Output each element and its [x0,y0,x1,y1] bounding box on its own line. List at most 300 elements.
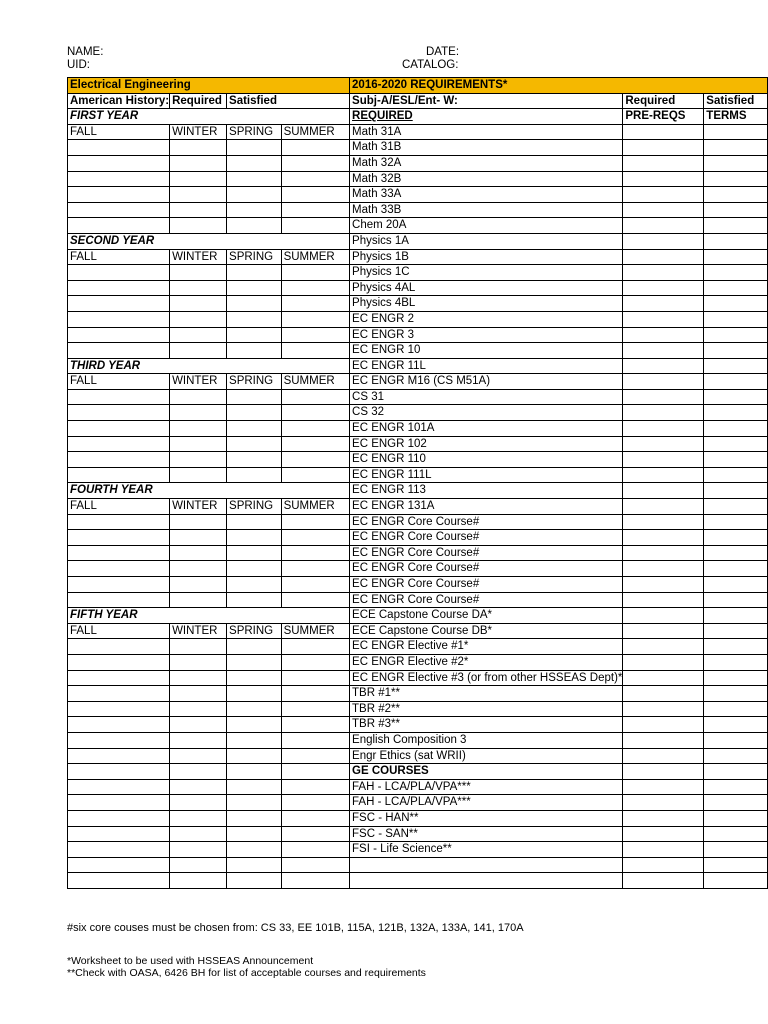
term-cell[interactable] [281,421,349,437]
term-cell[interactable] [281,701,349,717]
terms-cell[interactable] [704,187,768,203]
term-label-winter: WINTER [170,499,227,515]
term-cell[interactable] [170,514,227,530]
terms-cell[interactable] [704,374,768,390]
term-cell[interactable] [170,389,227,405]
terms-cell[interactable] [704,249,768,265]
term-cell[interactable] [68,280,170,296]
term-cell[interactable] [227,717,282,733]
term-cell[interactable] [281,795,349,811]
term-cell[interactable] [281,155,349,171]
term-cell[interactable] [68,202,170,218]
terms-cell[interactable] [704,452,768,468]
prereqs-cell[interactable] [623,327,704,343]
term-cell[interactable] [68,311,170,327]
prereqs-cell[interactable] [623,530,704,546]
terms-cell[interactable] [704,577,768,593]
terms-cell[interactable] [704,748,768,764]
term-cell[interactable] [170,577,227,593]
term-cell[interactable] [281,265,349,281]
name-label: NAME: [67,46,104,58]
term-cell[interactable] [68,155,170,171]
prereqs-cell[interactable] [623,249,704,265]
terms-cell[interactable] [704,873,768,889]
terms-cell[interactable] [704,499,768,515]
term-cell[interactable] [170,280,227,296]
term-cell[interactable] [281,873,349,889]
prereqs-cell[interactable] [623,155,704,171]
term-cell[interactable] [281,545,349,561]
term-cell[interactable] [68,327,170,343]
terms-cell[interactable] [704,810,768,826]
course-name: Physics 4BL [350,296,623,312]
prereqs-cell[interactable] [623,452,704,468]
term-cell[interactable] [170,795,227,811]
course-row [68,467,768,483]
term-cell[interactable] [68,701,170,717]
term-cell[interactable] [227,530,282,546]
term-cell[interactable] [227,405,282,421]
course-name: EC ENGR Core Course# [350,514,623,530]
required-heading-left: Required [170,93,227,109]
terms-cell[interactable] [704,233,768,249]
prereqs-cell[interactable] [623,280,704,296]
uid-label: UID: [67,59,90,71]
terms-cell[interactable] [704,124,768,140]
term-cell[interactable] [281,639,349,655]
term-cell[interactable] [227,732,282,748]
term-cell[interactable] [170,436,227,452]
term-cell[interactable] [68,171,170,187]
prereqs-cell[interactable] [623,561,704,577]
term-cell[interactable] [281,686,349,702]
term-cell[interactable] [68,826,170,842]
term-cell[interactable] [281,202,349,218]
term-cell[interactable] [281,171,349,187]
prereqs-subheading: PRE-REQS [623,109,704,125]
term-cell[interactable] [227,311,282,327]
term-cell[interactable] [68,748,170,764]
prereqs-cell[interactable] [623,608,704,624]
prereqs-cell[interactable] [623,483,704,499]
terms-cell[interactable] [704,530,768,546]
term-cell[interactable] [281,577,349,593]
term-cell[interactable] [170,405,227,421]
year-heading: FOURTH YEAR [68,483,350,499]
term-cell[interactable] [68,530,170,546]
term-cell[interactable] [281,654,349,670]
prereqs-cell[interactable] [623,545,704,561]
term-cell[interactable] [281,826,349,842]
term-cell[interactable] [170,842,227,858]
terms-cell[interactable] [704,842,768,858]
term-cell[interactable] [227,265,282,281]
prereqs-cell[interactable] [623,311,704,327]
term-label-summer: SUMMER [281,249,349,265]
prereqs-cell[interactable] [623,514,704,530]
term-cell[interactable] [281,405,349,421]
term-cell[interactable] [281,280,349,296]
terms-cell[interactable] [704,639,768,655]
term-cell[interactable] [227,779,282,795]
term-cell[interactable] [68,639,170,655]
prereqs-cell[interactable] [623,389,704,405]
terms-cell[interactable] [704,732,768,748]
term-cell[interactable] [281,670,349,686]
term-cell[interactable] [170,296,227,312]
term-cell[interactable] [227,826,282,842]
prereqs-cell[interactable] [623,623,704,639]
term-cell[interactable] [281,389,349,405]
course-row [68,732,768,748]
terms-cell[interactable] [704,218,768,234]
term-cell[interactable] [170,530,227,546]
term-cell[interactable] [227,764,282,780]
terms-cell[interactable] [704,857,768,873]
terms-cell[interactable] [704,701,768,717]
term-cell[interactable] [68,421,170,437]
term-label-summer: SUMMER [281,499,349,515]
term-cell[interactable] [281,514,349,530]
terms-cell[interactable] [704,608,768,624]
term-cell[interactable] [170,826,227,842]
course-name: Math 32A [350,155,623,171]
prereqs-cell[interactable] [623,701,704,717]
term-cell[interactable] [227,171,282,187]
prereqs-cell[interactable] [623,873,704,889]
term-cell[interactable] [170,421,227,437]
term-cell[interactable] [170,670,227,686]
prereqs-cell[interactable] [623,732,704,748]
prereqs-cell[interactable] [623,296,704,312]
terms-cell[interactable] [704,717,768,733]
prereqs-cell[interactable] [623,748,704,764]
term-cell[interactable] [281,779,349,795]
course-row [68,140,768,156]
prereqs-cell[interactable] [623,421,704,437]
term-cell[interactable] [227,389,282,405]
term-cell[interactable] [227,795,282,811]
term-cell[interactable] [68,405,170,421]
term-cell[interactable] [68,779,170,795]
term-cell[interactable] [281,842,349,858]
term-cell[interactable] [281,187,349,203]
term-cell[interactable] [227,577,282,593]
term-cell[interactable] [68,842,170,858]
course-name: Physics 4AL [350,280,623,296]
term-cell[interactable] [227,155,282,171]
term-cell[interactable] [170,311,227,327]
term-cell[interactable] [227,561,282,577]
term-cell[interactable] [170,701,227,717]
term-cell[interactable] [227,280,282,296]
term-cell[interactable] [170,592,227,608]
prereqs-cell[interactable] [623,639,704,655]
terms-cell[interactable] [704,670,768,686]
terms-cell[interactable] [704,265,768,281]
term-cell[interactable] [227,343,282,359]
term-cell[interactable] [170,717,227,733]
prereqs-cell[interactable] [623,654,704,670]
terms-cell[interactable] [704,561,768,577]
term-cell[interactable] [227,810,282,826]
prereqs-cell[interactable] [623,124,704,140]
term-cell[interactable] [227,514,282,530]
term-cell[interactable] [68,810,170,826]
terms-cell[interactable] [704,202,768,218]
course-name: EC ENGR Elective #1* [350,639,623,655]
terms-cell[interactable] [704,779,768,795]
term-cell[interactable] [170,467,227,483]
term-cell[interactable] [227,452,282,468]
terms-cell[interactable] [704,436,768,452]
term-cell[interactable] [227,748,282,764]
term-cell[interactable] [68,686,170,702]
term-cell[interactable] [227,639,282,655]
term-cell[interactable] [68,577,170,593]
prereqs-cell[interactable] [623,499,704,515]
term-cell[interactable] [281,452,349,468]
satisfied-heading-left: Satisfied [227,93,350,109]
course-row [68,795,768,811]
term-cell[interactable] [170,327,227,343]
term-cell[interactable] [68,764,170,780]
term-cell[interactable] [170,218,227,234]
term-label-winter: WINTER [170,623,227,639]
term-cell[interactable] [68,452,170,468]
course-row [68,701,768,717]
term-cell[interactable] [68,873,170,889]
term-cell[interactable] [227,202,282,218]
term-cell[interactable] [227,873,282,889]
terms-cell[interactable] [704,592,768,608]
term-cell[interactable] [68,670,170,686]
term-cell[interactable] [170,265,227,281]
term-cell[interactable] [170,639,227,655]
subj-a-heading: Subj-A/ESL/Ent- W: [350,93,623,109]
course-row [68,764,768,780]
term-cell[interactable] [170,810,227,826]
term-cell[interactable] [68,545,170,561]
prereqs-cell[interactable] [623,343,704,359]
term-cell[interactable] [68,265,170,281]
terms-cell[interactable] [704,795,768,811]
course-name: EC ENGR 111L [350,467,623,483]
terms-cell[interactable] [704,327,768,343]
term-cell[interactable] [227,857,282,873]
term-cell[interactable] [170,873,227,889]
term-cell[interactable] [281,717,349,733]
term-cell[interactable] [68,187,170,203]
requirements-title: 2016-2020 REQUIREMENTS* [350,78,768,94]
course-name: Math 31A [350,124,623,140]
terms-cell[interactable] [704,483,768,499]
term-cell[interactable] [281,327,349,343]
term-cell[interactable] [68,436,170,452]
term-cell[interactable] [281,530,349,546]
terms-cell[interactable] [704,343,768,359]
terms-cell[interactable] [704,140,768,156]
prereqs-cell[interactable] [623,233,704,249]
prereqs-cell[interactable] [623,140,704,156]
course-name: EC ENGR 10 [350,343,623,359]
term-cell[interactable] [281,467,349,483]
term-label-fall: FALL [68,623,170,639]
terms-cell[interactable] [704,311,768,327]
prereqs-cell[interactable] [623,467,704,483]
term-cell[interactable] [170,171,227,187]
term-cell[interactable] [170,561,227,577]
term-cell[interactable] [68,732,170,748]
term-cell[interactable] [68,296,170,312]
term-cell[interactable] [227,140,282,156]
term-cell[interactable] [281,311,349,327]
prereqs-cell[interactable] [623,358,704,374]
term-cell[interactable] [281,592,349,608]
prereqs-cell[interactable] [623,810,704,826]
terms-cell[interactable] [704,405,768,421]
term-cell[interactable] [227,421,282,437]
terms-cell[interactable] [704,296,768,312]
term-cell[interactable] [170,140,227,156]
worksheet-note: *Worksheet to be used with HSSEAS Announcement [67,955,314,967]
prereqs-cell[interactable] [623,779,704,795]
term-cell[interactable] [68,795,170,811]
terms-cell[interactable] [704,545,768,561]
term-cell[interactable] [281,436,349,452]
term-cell[interactable] [170,343,227,359]
term-cell[interactable] [170,654,227,670]
terms-cell[interactable] [704,764,768,780]
prereqs-cell[interactable] [623,265,704,281]
terms-cell[interactable] [704,358,768,374]
term-cell[interactable] [68,343,170,359]
course-name: Math 33B [350,202,623,218]
term-cell[interactable] [227,436,282,452]
terms-cell[interactable] [704,280,768,296]
term-cell[interactable] [170,764,227,780]
term-cell[interactable] [68,467,170,483]
term-cell[interactable] [227,218,282,234]
terms-cell[interactable] [704,421,768,437]
course-row [68,374,768,390]
term-cell[interactable] [227,654,282,670]
course-name: EC ENGR M16 (CS M51A) [350,374,623,390]
term-cell[interactable] [281,857,349,873]
term-cell[interactable] [227,670,282,686]
term-cell[interactable] [227,296,282,312]
term-cell[interactable] [170,779,227,795]
course-row [68,530,768,546]
term-cell[interactable] [68,218,170,234]
term-cell[interactable] [227,327,282,343]
term-cell[interactable] [170,187,227,203]
term-cell[interactable] [227,467,282,483]
prereqs-cell[interactable] [623,670,704,686]
prereqs-cell[interactable] [623,857,704,873]
term-cell[interactable] [68,140,170,156]
course-name: Math 33A [350,187,623,203]
term-cell[interactable] [170,686,227,702]
term-cell[interactable] [281,810,349,826]
term-cell[interactable] [281,218,349,234]
prereqs-cell[interactable] [623,592,704,608]
prereqs-cell[interactable] [623,842,704,858]
terms-cell[interactable] [704,389,768,405]
term-cell[interactable] [68,514,170,530]
term-cell[interactable] [68,654,170,670]
term-cell[interactable] [170,545,227,561]
term-cell[interactable] [281,748,349,764]
term-cell[interactable] [170,857,227,873]
prereqs-cell[interactable] [623,717,704,733]
term-cell[interactable] [68,389,170,405]
term-cell[interactable] [68,717,170,733]
terms-cell[interactable] [704,171,768,187]
prereqs-cell[interactable] [623,436,704,452]
terms-cell[interactable] [704,155,768,171]
course-row [68,155,768,171]
required-subheading: REQUIRED [350,109,623,125]
prereqs-cell[interactable] [623,374,704,390]
course-name: TBR #2** [350,701,623,717]
term-cell[interactable] [281,561,349,577]
prereqs-cell[interactable] [623,405,704,421]
prereqs-cell[interactable] [623,187,704,203]
term-cell[interactable] [227,686,282,702]
term-cell[interactable] [281,296,349,312]
catalog-label: CATALOG: [402,59,459,71]
required-heading-right: Required [623,93,704,109]
term-cell[interactable] [227,187,282,203]
term-cell[interactable] [281,732,349,748]
prereqs-cell[interactable] [623,202,704,218]
prereqs-cell[interactable] [623,826,704,842]
course-row [68,436,768,452]
terms-cell[interactable] [704,623,768,639]
term-cell[interactable] [170,155,227,171]
term-cell[interactable] [281,764,349,780]
prereqs-cell[interactable] [623,686,704,702]
term-cell[interactable] [227,842,282,858]
term-cell[interactable] [68,561,170,577]
terms-cell[interactable] [704,686,768,702]
term-cell[interactable] [281,343,349,359]
term-cell[interactable] [170,452,227,468]
prereqs-cell[interactable] [623,171,704,187]
prereqs-cell[interactable] [623,218,704,234]
terms-cell[interactable] [704,826,768,842]
term-cell[interactable] [170,748,227,764]
term-cell[interactable] [68,592,170,608]
terms-cell[interactable] [704,654,768,670]
course-name: Chem 20A [350,218,623,234]
term-cell[interactable] [68,857,170,873]
course-row [68,654,768,670]
term-cell[interactable] [227,592,282,608]
terms-cell[interactable] [704,467,768,483]
prereqs-cell[interactable] [623,795,704,811]
term-cell[interactable] [170,732,227,748]
course-row [68,421,768,437]
term-cell[interactable] [170,202,227,218]
terms-cell[interactable] [704,514,768,530]
term-cell[interactable] [227,701,282,717]
term-cell[interactable] [227,545,282,561]
prereqs-cell[interactable] [623,764,704,780]
prereqs-cell[interactable] [623,577,704,593]
term-cell[interactable] [281,140,349,156]
